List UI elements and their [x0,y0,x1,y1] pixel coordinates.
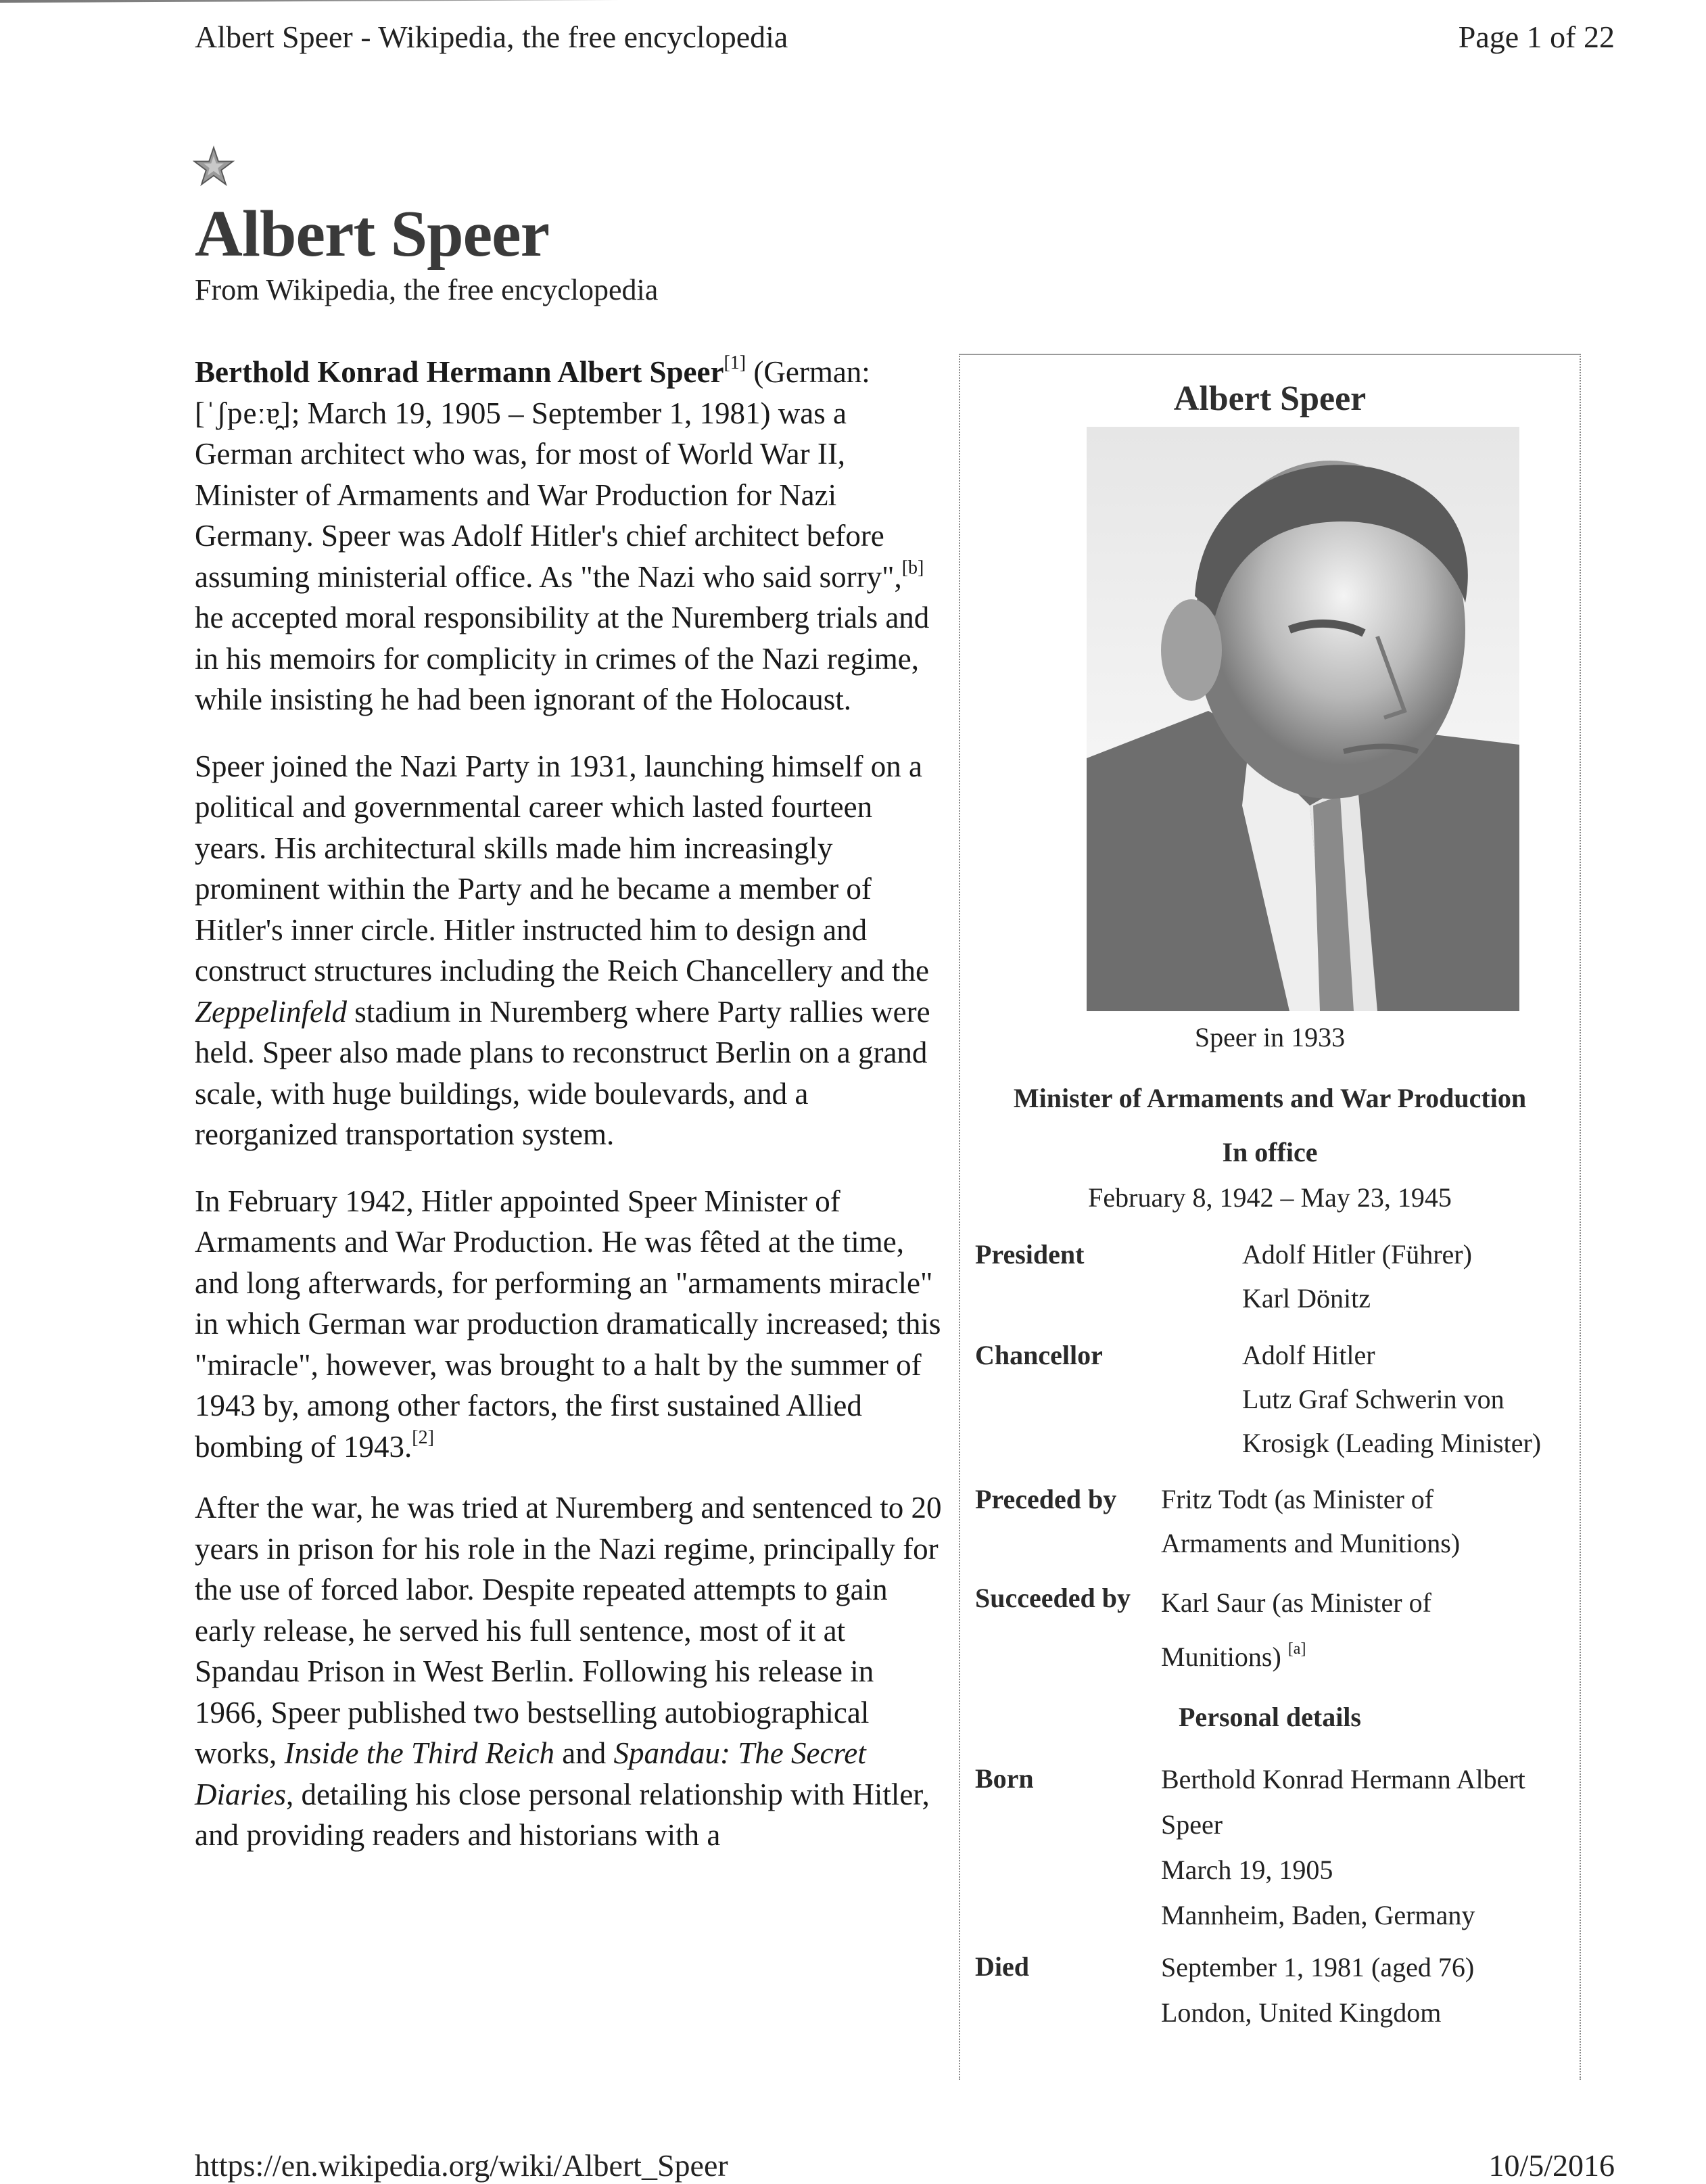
scan-edge-line [0,0,845,3]
print-footer [195,2147,1615,2183]
body-paragraph: Speer joined the Nazi Party in 1931, launching himself on a political and governmental career which lasted fourteen years. His architectural skills made him increasingly prominent within the Party and he became a member of Hitler's inner circle. Hitler instructed him to design and construct structures including the Reich Chancellery and the Zeppelinfeld stadium in Nuremberg where Party rallies were held. Speer also made plans to reconstruct Berlin on a grand scale, with huge buildings, wide boulevards, and a reorganized transportation system. [195,749,930,1151]
president-value-link[interactable]: Karl Dönitz [1242,1283,1371,1314]
row-label: Chancellor [975,1340,1103,1370]
successor-link[interactable]: Munitions) [1161,1642,1288,1672]
body-paragraph: After the war, he was tried at Nuremberg and sentenced to 20 years in prison for his role in the Nazi regime, principally for the use of forced labor. Despite repeated attempts to gain early release, he served his full sentence, most of it at Spandau Prison in West Berlin. Following his release in 1966, Speer published two bestselling autobiographical works, Inside the Third Reich and Spandau: The Secret Diaries, detailing his close personal relationship with Hitler, and providing readers and historians with a [195,1491,942,1852]
page-indicator: Page 1 of 22 [1458,20,1615,54]
portrait-photo[interactable] [1087,427,1519,1011]
row-label: President [975,1239,1085,1270]
in-office-label: In office [1222,1137,1318,1167]
note-link[interactable]: [b] [901,557,924,578]
infobox-title: Albert Speer [1173,379,1367,418]
chancellor-value-link[interactable]: Krosigk (Leading Minister) [1242,1428,1542,1458]
term-dates: February 8, 1942 – May 23, 1945 [1088,1182,1452,1213]
subject-full-name: Berthold Konrad Hermann Albert Speer [195,355,724,389]
photo-caption: Speer in 1933 [1194,1022,1346,1052]
body-paragraph: In February 1942, Hitler appointed Speer Minister of Armaments and War Production. He was fêted at the time, and long afterwards, for performing an "armaments miracle" in which German war production dramatically increased; this "miracle", however, was brought to a halt by the summer of 1943 by, among other factors, the first sustained Allied bombing of 1943.[2] [195,1184,941,1464]
page-subtitle: From Wikipedia, the free encyclopedia [195,273,659,306]
born-value: March 19, 1905 [1161,1855,1333,1885]
book-title-link[interactable]: Spandau: The Secret Diaries [195,1736,866,1811]
row-label: Born [975,1763,1034,1794]
successor-link[interactable]: Karl Saur (as Minister of [1161,1587,1431,1618]
born-value: Berthold Konrad Hermann Albert [1161,1764,1525,1794]
president-value-link[interactable]: Adolf Hitler (Führer) [1242,1239,1472,1270]
print-date: 10/5/2016 [1488,2148,1615,2183]
predecessor-link[interactable]: Armaments and Munitions) [1161,1528,1461,1558]
note-link[interactable]: [a] [1287,1640,1306,1658]
book-title-link[interactable]: Inside the Third Reich [284,1736,555,1770]
page-title: Albert Speer [195,198,550,271]
chancellor-value-link[interactable]: Lutz Graf Schwerin von [1242,1384,1504,1414]
died-value: September 1, 1981 (aged 76) [1161,1952,1475,1982]
infobox [959,354,1581,2080]
citation-link[interactable]: [1] [724,352,747,373]
birthplace-link[interactable]: Mannheim, Baden, Germany [1161,1900,1475,1930]
citation-link[interactable]: [2] [412,1426,434,1448]
row-label: Succeeded by [975,1583,1131,1613]
office-heading[interactable]: Minister of Armaments and War Production [1013,1083,1527,1113]
row-label: Died [975,1951,1029,1982]
chancellor-value-link[interactable]: Adolf Hitler [1242,1340,1375,1370]
portrait-image [1087,427,1519,1011]
personal-details-heading: Personal details [1179,1702,1361,1732]
featured-star-icon [193,145,235,187]
print-header-title: Albert Speer - Wikipedia, the free encyclopedia [195,20,788,54]
page-url: https://en.wikipedia.org/wiki/Albert_Speer [195,2148,728,2183]
row-label: Preceded by [975,1484,1117,1514]
zeppelinfeld-link[interactable]: Zeppelinfeld [195,994,347,1029]
deathplace-link[interactable]: London, United Kingdom [1161,1997,1442,2028]
ipa-pronunciation[interactable]: [ˈʃpeːɐ̯] [195,396,291,430]
article-body [195,352,949,1882]
lead-paragraph: Berthold Konrad Hermann Albert Speer[1] (German: [ˈʃpeːɐ̯]; March 19, 1905 – September 1, 1981) was a German architect who was, for most of World War II, Minister of Armaments and War Production for Nazi Germany. Speer was Adolf Hitler's chief architect before assuming ministerial office. As "the Nazi who said sorry",[b] he accepted moral responsibility at the Nuremberg trials and in his memoirs for complicity in crimes of the Nazi regime, while insisting he had been ignorant of the Holocaust. [195,352,930,716]
born-value: Speer [1161,1809,1223,1840]
print-header [195,19,1615,55]
predecessor-link[interactable]: Fritz Todt (as Minister of [1161,1484,1434,1514]
